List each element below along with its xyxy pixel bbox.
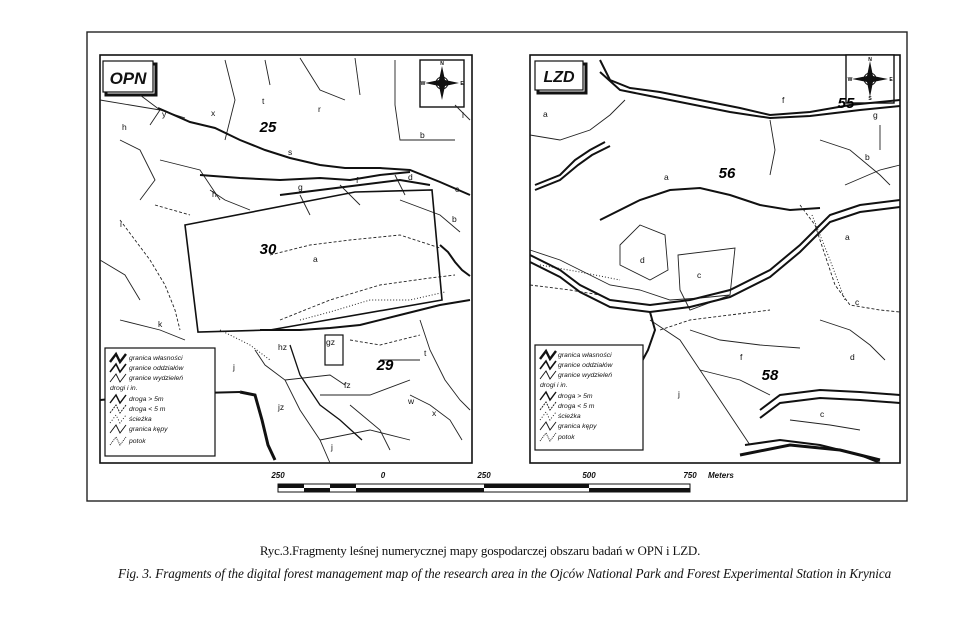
- compass-e-2: E: [889, 77, 893, 83]
- scale-label-1: 0: [380, 471, 386, 480]
- legend-lzd-item-5: droga < 5 m: [558, 403, 595, 410]
- compass-n-2: N: [868, 57, 872, 63]
- lzd-sub-j: j: [678, 389, 680, 399]
- sub-gz: gz: [326, 337, 335, 347]
- sub-s: s: [288, 147, 293, 157]
- caption-english: Fig. 3. Fragments of the digital forest management map of the research area in the Ojców National Park and Forest Experimental Station in Krynica: [118, 566, 892, 581]
- legend-lzd-item-4: droga > 5m: [558, 393, 593, 400]
- lzd-sub-d2: d: [850, 352, 855, 362]
- sub-w: w: [408, 396, 415, 406]
- sub-hz: hz: [278, 342, 287, 352]
- map-opn-title-box: [103, 61, 156, 95]
- lzd-sub-f2: f: [740, 352, 743, 362]
- map-opn-title: OPN: [109, 69, 147, 88]
- lzd-sub-c3: c: [820, 409, 825, 419]
- sub-jz: jz: [278, 402, 285, 412]
- compartment-58: 58: [761, 367, 779, 384]
- lzd-sub-c: c: [697, 270, 702, 280]
- map-opn-legend: [105, 348, 215, 456]
- caption-polish: Ryc.3.Fragmenty leśnej numerycznej mapy gospodarczej obszaru badań w OPN i LZD.: [259, 543, 701, 558]
- compass-e: E: [460, 81, 464, 87]
- sub-k: k: [158, 319, 163, 329]
- sub-i: i: [120, 219, 122, 229]
- compartment-25: 25: [259, 119, 277, 136]
- lzd-sub-a2: a: [664, 172, 669, 182]
- legend-lzd-item-7: granica kępy: [558, 423, 597, 430]
- legend-opn-item-8: potok: [129, 438, 146, 445]
- map-lzd-title: LZD: [543, 69, 575, 86]
- legend-lzd-item-8: potok: [558, 434, 575, 441]
- legend-opn-item-0: granica własności: [129, 355, 183, 362]
- compartment-55: 55: [837, 95, 855, 112]
- compass-s-2: S: [868, 96, 872, 102]
- lzd-sub-c2: c: [855, 297, 860, 307]
- legend-lzd-item-3: drogi i in.: [540, 382, 568, 389]
- compartment-30: 30: [259, 241, 277, 258]
- compass-n: N: [440, 61, 444, 67]
- legend-opn-item-7: granica kępy: [129, 426, 168, 433]
- sub-t2: t: [424, 348, 427, 358]
- sub-a: a: [313, 254, 318, 264]
- map-opn: [100, 55, 472, 463]
- sub-x2: x: [432, 408, 437, 418]
- compartment-29: 29: [376, 357, 394, 374]
- legend-lzd-item-2: granice wydzieleń: [558, 372, 613, 379]
- legend-lzd-item-6: ścieżka: [558, 413, 581, 420]
- legend-lzd-item-1: granice oddziałów: [558, 362, 613, 369]
- map-opn-compass: [420, 60, 464, 107]
- sub-h: h: [122, 122, 127, 132]
- scale-label-2: 250: [477, 471, 491, 480]
- legend-opn-item-4: droga > 5m: [129, 396, 164, 403]
- sub-d: d: [408, 172, 413, 182]
- lzd-sub-b: b: [865, 152, 870, 162]
- scale-bar: [270, 471, 734, 492]
- scale-label-0: 250: [271, 471, 285, 480]
- sub-r: r: [318, 104, 321, 114]
- legend-opn-item-3: drogi i in.: [110, 385, 138, 392]
- map-lzd-title-box: [535, 61, 586, 93]
- legend-lzd-item-0: granica własności: [558, 352, 612, 359]
- sub-b: b: [420, 130, 425, 140]
- compass-w: W: [420, 81, 426, 87]
- sub-c: c: [455, 184, 460, 194]
- compass-w-2: W: [847, 77, 853, 83]
- legend-opn-item-2: granice wydzieleń: [129, 375, 184, 382]
- lzd-sub-a3: a: [845, 232, 850, 242]
- legend-opn-item-6: ścieżka: [129, 416, 152, 423]
- lzd-sub-d: d: [640, 255, 645, 265]
- lzd-sub-f: f: [782, 95, 785, 105]
- lzd-sub-g: g: [873, 110, 878, 120]
- scale-label-3: 500: [582, 471, 596, 480]
- sub-h2: h: [212, 189, 217, 199]
- sub-fz: fz: [344, 380, 351, 390]
- compartment-56: 56: [718, 165, 736, 182]
- scale-label-4: 750: [683, 471, 697, 480]
- sub-t: t: [262, 96, 265, 106]
- legend-opn-item-1: granice oddziałów: [129, 365, 184, 372]
- scale-unit: Meters: [708, 471, 734, 480]
- sub-x: x: [211, 108, 216, 118]
- map-lzd-legend: [535, 345, 643, 450]
- sub-y: y: [162, 109, 167, 119]
- sub-j2: j: [331, 442, 333, 452]
- sub-f: f: [356, 175, 359, 185]
- lzd-sub-a: a: [543, 109, 548, 119]
- sub-g: g: [298, 182, 303, 192]
- sub-l: l: [462, 110, 464, 120]
- legend-opn-item-5: droga < 5 m: [129, 406, 166, 413]
- sub-j: j: [233, 362, 235, 372]
- sub-b2: b: [452, 214, 457, 224]
- map-lzd: [530, 55, 900, 463]
